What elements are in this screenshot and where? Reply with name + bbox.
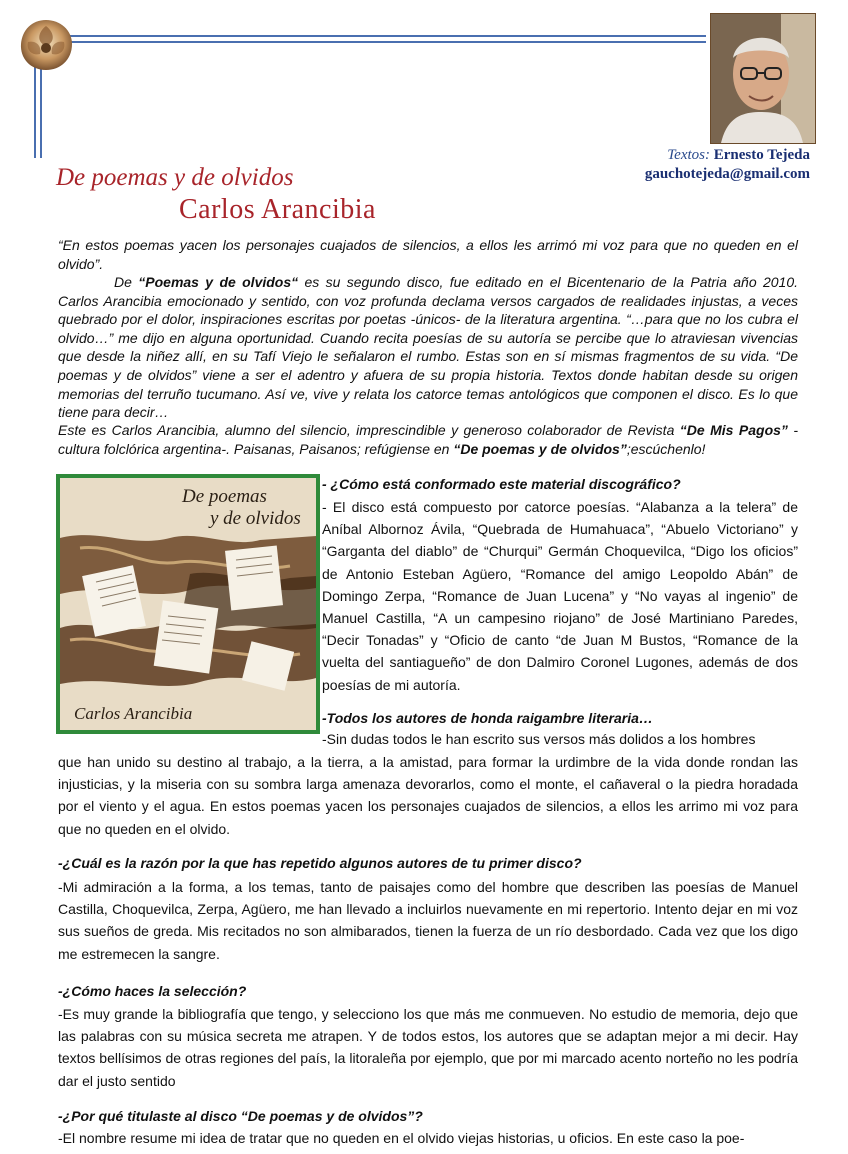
answer-1: - El disco está compuesto por catorce poesías. “Alabanza a la telera” de Aníbal Albornoz Ávila, “Quebrada de Humahuaca”, “Abuelo Victoriano” y “Garganta del diablo” de “Churqui” Germán Choquevilca, “Digo los oficios” de Antonio Esteban Agüero, “Romance del amigo Leopoldo Abán” de Domingo Zerpa, “Romance de Juan Lucena” y “No vayas al ingenio” de Manuel Castilla, “A un campesino riojano” de José Martiniano Paredes, “Decir Tonadas” y “Oficio de canto “de Juan M Bustos, “Romance de la vuelta del santiagueño” de don Dalmiro Coronel Lugones, además de dos poesías de mi autoría. <box>322 499 798 693</box>
closing-magazine: “De Mis Pagos” <box>679 422 788 438</box>
shell-logo-icon <box>16 16 76 74</box>
question-1: - ¿Cómo está conformado este material discográfico? <box>322 476 681 492</box>
closing-text-3: ;escúchenlo! <box>626 440 706 457</box>
intro-lead: De <box>114 274 132 290</box>
author-photo <box>710 13 816 144</box>
credits-author: Ernesto Tejeda <box>713 147 810 163</box>
answer-3: -Mi admiración a la forma, a los temas, tanto de paisajes como del hombre que describen las poesías de Manuel Castilla, Choquevilca, Zerpa, Agüero, me han llevado a incluirlos nuevamente en mi repertorio. Intento dejar en mi voz sus sueños de greda. Mis recitados no son almibarados, tienen la fuerza de un río desbordado. Cada vez que los digo me estremecen la sangre. <box>58 879 798 962</box>
page-subtitle: Carlos Arancibia <box>179 194 376 225</box>
intro-body: es su segundo disco, fue editado en el Bicentenario de la Patria año 2010. Carlos Arancibia emocionado y sentido, con voz profunda declama versos cargados de realidades injustas, a veces quebrado por el dolor, inspiraciones escritas por poetas -únicos- de la literatura argentina. “…para que no los cubra el olvido…” me dijo en alguna oportunidad. Cuando recita poesías de su autoría se percibe que lo atraviesan vivencias que desde la niñez allí, en su Tafí Viejo le señalaron el rumbo. Estas son en sí mismas fragmentos de su vida. “De poemas y de olvidos” viene a ser el adentro y afuera de su propia historia. Textos donde habitan desde su origen memorias del terruño tucumano. Así ve, vive y relata los catorce temas antológicos que componen el disco. Es lo que tiene para decir… <box>58 274 798 421</box>
question-5: -¿Por qué titulaste al disco “De poemas y de olvidos”? <box>58 1108 423 1124</box>
answer-5: -El nombre resume mi idea de tratar que no queden en el olvido viejas historias, u oficios. En este caso la poe- <box>58 1130 745 1146</box>
credits-label: Textos: <box>667 147 710 163</box>
closing-text-2: -cultura folclórica argentina-. Paisanas, Paisanos; refúgiense en <box>58 422 798 457</box>
answer-4: -Es muy grande la bibliografía que tengo, y selecciono los que más me conmueven. No estudio de memoria, dejo que las palabras con su música secreta me atrapen. Y de todos estos, los autores que se adaptan mejor a mi decir. Hay textos bellísimos de otras regiones del país, la litoraleña por ejemplo, que por mi marcado acento norteño no les podría dar el justo sentido <box>58 1006 798 1089</box>
answer-2: que han unido su destino al trabajo, a la tierra, a la amistad, para formar la urdimbre de la vida donde rondan las injusticias, y la miseria con su sombra larga amenaza devorarlos, como el monte, el cañaveral o la piedra horadada por el viento y el agua. En estos poemas yacen los personajes cuajados de silencios, a ellos les arrimo mi voz para que no queden en el olvido. <box>58 754 798 837</box>
cover-artist: Carlos Arancibia <box>74 704 193 723</box>
closing-text-1: Este es Carlos Arancibia, alumno del silencio, imprescindible y generoso colaborador de Revista <box>58 422 680 438</box>
cover-title-line-1: De poemas <box>182 486 267 507</box>
question-2: -Todos los autores de honda raigambre literaria… <box>322 710 653 726</box>
closing-album: “De poemas y de olvidos” <box>453 440 627 457</box>
intro-paragraph <box>58 273 798 422</box>
credits <box>645 146 810 184</box>
intro-quote: “En estos poemas yacen los personajes cuajados de silencios, a ellos les arrimó mi voz para que no queden en el olvido”. <box>58 237 798 272</box>
decorative-horizontal-rule-1 <box>50 35 706 37</box>
intro-album-title: “Poemas y de olvidos“ <box>138 274 299 290</box>
answer-2-first-line: -Sin dudas todos le han escrito sus versos más dolidos a los hombres <box>322 731 756 747</box>
question-3: -¿Cuál es la razón por la que has repetido algunos autores de tu primer disco? <box>58 855 582 871</box>
decorative-horizontal-rule-2 <box>50 41 706 43</box>
question-4: -¿Cómo haces la selección? <box>58 983 247 999</box>
cover-title-line-2: y de olvidos <box>210 508 301 529</box>
closing-paragraph <box>58 421 798 458</box>
portrait-illustration <box>711 14 815 143</box>
credits-email: gauchotejeda@gmail.com <box>644 166 810 182</box>
album-cover <box>56 474 320 734</box>
page-title: De poemas y de olvidos <box>56 164 294 191</box>
